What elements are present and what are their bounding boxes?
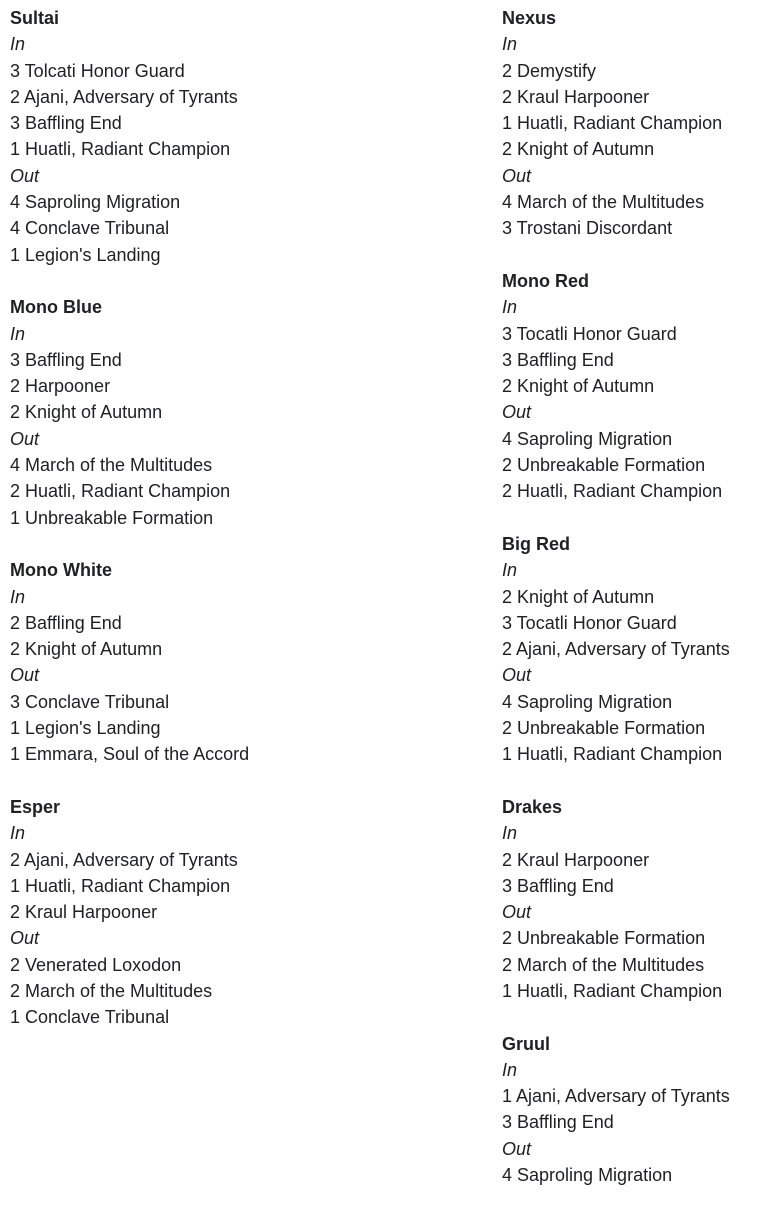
card-out-item: 3 Trostani Discordant: [502, 218, 673, 239]
in-label: In: [10, 323, 26, 344]
card-out-item: 1 Conclave Tribunal: [10, 1007, 170, 1028]
matchup-title: Mono Red: [502, 270, 589, 291]
out-label: Out: [10, 665, 40, 686]
out-label: Out: [502, 902, 532, 923]
in-label: In: [502, 34, 518, 55]
matchup-title: Mono White: [10, 560, 112, 581]
card-out-item: 4 March of the Multitudes: [10, 455, 213, 476]
card-in-item: 2 Ajani, Adversary of Tyrants: [502, 639, 730, 660]
card-in-item: 2 Knight of Autumn: [10, 639, 163, 660]
matchup-mono-white: [10, 557, 450, 767]
card-out-item: 1 Legion's Landing: [10, 244, 161, 265]
matchup-sultai: [10, 5, 450, 268]
card-in-item: 2 Kraul Harpooner: [10, 902, 158, 923]
card-out-item: 4 Saproling Migration: [502, 691, 673, 712]
card-in-item: 2 Ajani, Adversary of Tyrants: [10, 849, 238, 870]
card-out-item: 2 Huatli, Radiant Champion: [502, 481, 723, 502]
card-out-item: 4 Saproling Migration: [502, 1165, 673, 1186]
card-out-item: 4 March of the Multitudes: [502, 192, 705, 213]
card-out-item: 4 Saproling Migration: [502, 428, 673, 449]
card-out-item: 1 Emmara, Soul of the Accord: [10, 744, 250, 765]
card-in-item: 1 Ajani, Adversary of Tyrants: [502, 1086, 730, 1107]
out-label: Out: [502, 1138, 532, 1159]
in-label: In: [10, 34, 26, 55]
right-column: [502, 5, 758, 1215]
out-label: Out: [10, 428, 40, 449]
card-in-item: 3 Tolcati Honor Guard: [10, 60, 185, 81]
in-label: In: [502, 560, 518, 581]
card-in-item: 2 Ajani, Adversary of Tyrants: [10, 86, 238, 107]
card-out-item: 2 Unbreakable Formation: [502, 455, 706, 476]
out-label: Out: [502, 665, 532, 686]
out-label: Out: [10, 928, 40, 949]
card-in-item: 1 Huatli, Radiant Champion: [502, 113, 723, 134]
card-in-item: 2 Baffling End: [10, 612, 122, 633]
card-in-item: 2 Knight of Autumn: [10, 402, 163, 423]
matchup-title: Nexus: [502, 8, 557, 28]
matchup-mono-blue: [10, 294, 450, 531]
matchup-title: Sultai: [10, 8, 60, 28]
out-label: Out: [10, 165, 40, 186]
matchup-title: Esper: [10, 796, 61, 817]
card-in-item: 2 Kraul Harpooner: [502, 86, 650, 107]
left-column: [10, 5, 450, 1057]
card-out-item: 2 March of the Multitudes: [10, 980, 213, 1001]
card-in-item: 3 Baffling End: [502, 349, 614, 370]
out-label: Out: [502, 165, 532, 186]
matchup-big-red: [502, 531, 758, 768]
card-out-item: 3 Conclave Tribunal: [10, 691, 170, 712]
card-in-item: 3 Baffling End: [502, 1112, 614, 1133]
card-out-item: 1 Huatli, Radiant Champion: [502, 744, 723, 765]
card-in-item: 3 Tocatli Honor Guard: [502, 323, 677, 344]
matchup-title: Mono Blue: [10, 297, 102, 318]
card-in-item: 3 Baffling End: [10, 113, 122, 134]
card-out-item: 4 Conclave Tribunal: [10, 218, 170, 239]
matchup-mono-red: [502, 268, 758, 505]
in-label: In: [502, 297, 518, 318]
card-in-item: 3 Tocatli Honor Guard: [502, 612, 677, 633]
in-label: In: [10, 823, 26, 844]
card-in-item: 2 Kraul Harpooner: [502, 849, 650, 870]
matchup-title: Gruul: [502, 1033, 550, 1054]
card-out-item: 2 March of the Multitudes: [502, 954, 705, 975]
card-out-item: 2 Venerated Loxodon: [10, 954, 182, 975]
matchup-nexus: [502, 5, 758, 242]
card-in-item: 3 Baffling End: [10, 349, 122, 370]
card-out-item: 4 Saproling Migration: [10, 192, 181, 213]
card-out-item: 1 Unbreakable Formation: [10, 507, 214, 528]
matchup-esper: [10, 794, 450, 1031]
in-label: In: [10, 586, 26, 607]
card-in-item: 1 Huatli, Radiant Champion: [10, 139, 231, 160]
in-label: In: [502, 1059, 518, 1080]
matchup-title: Big Red: [502, 533, 571, 554]
card-in-item: 1 Huatli, Radiant Champion: [10, 875, 231, 896]
card-in-item: 2 Demystify: [502, 60, 597, 81]
card-in-item: 2 Knight of Autumn: [502, 586, 655, 607]
card-in-item: 3 Baffling End: [502, 875, 614, 896]
card-out-item: 2 Unbreakable Formation: [502, 928, 706, 949]
card-out-item: 1 Huatli, Radiant Champion: [502, 980, 723, 1001]
card-in-item: 2 Knight of Autumn: [502, 376, 655, 397]
card-in-item: 2 Knight of Autumn: [502, 139, 655, 160]
out-label: Out: [502, 402, 532, 423]
matchup-drakes: [502, 794, 758, 1004]
card-in-item: 2 Harpooner: [10, 376, 111, 397]
card-out-item: 1 Legion's Landing: [10, 718, 161, 739]
card-out-item: 2 Huatli, Radiant Champion: [10, 481, 231, 502]
matchup-gruul: [502, 1031, 758, 1189]
card-out-item: 2 Unbreakable Formation: [502, 718, 706, 739]
in-label: In: [502, 823, 518, 844]
matchup-title: Drakes: [502, 796, 563, 817]
